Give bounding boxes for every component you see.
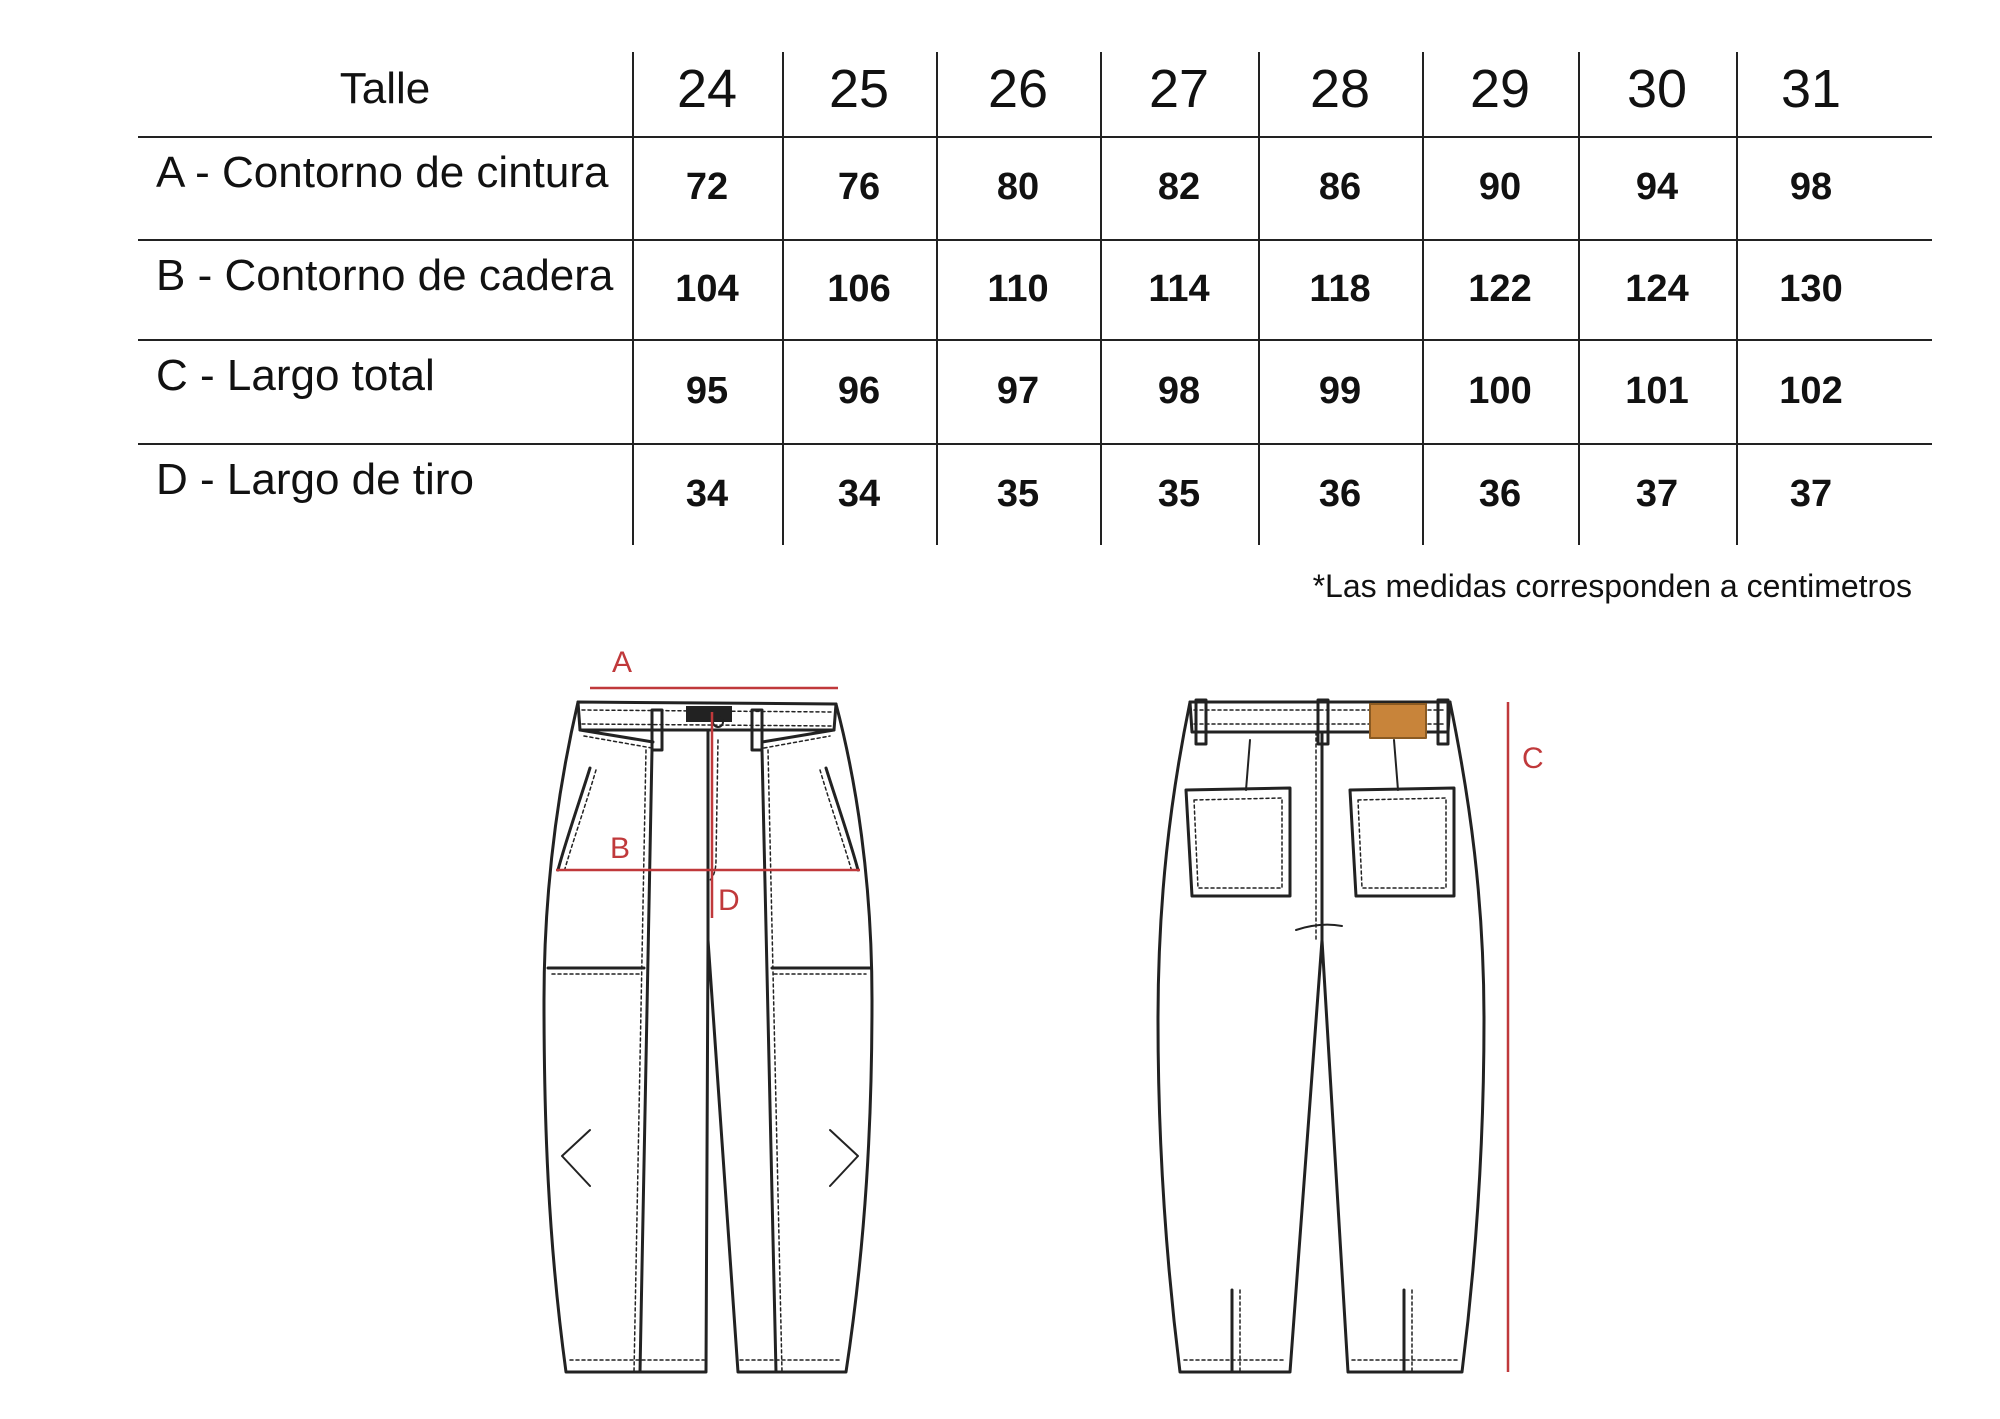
table-cell: 130 — [1779, 267, 1843, 310]
size-header-label: Talle — [339, 64, 431, 113]
table-cell: 36 — [1478, 472, 1522, 515]
table-cell: 95 — [685, 369, 729, 412]
table-cell: 34 — [837, 472, 881, 515]
table-cell: 72 — [685, 166, 729, 208]
leather-patch — [1370, 704, 1426, 738]
table-cell: 34 — [685, 472, 729, 515]
label-d: D — [718, 884, 740, 917]
size-25: 25 — [828, 59, 890, 119]
table-cell: 98 — [1157, 369, 1201, 412]
table-cell: 36 — [1318, 472, 1362, 515]
table-row — [138, 339, 1932, 443]
measure-label-waist: A - Contorno de cintura — [156, 148, 609, 197]
label-c: C — [1522, 742, 1544, 775]
table-cell: 102 — [1779, 369, 1843, 412]
table-cell: 97 — [996, 369, 1040, 412]
units-footnote: *Las medidas corresponden a centimetros — [1312, 568, 1912, 604]
table-cell: 99 — [1318, 369, 1362, 412]
size-28: 28 — [1309, 59, 1371, 119]
pants-illustration — [0, 600, 2000, 1414]
size-30: 30 — [1626, 59, 1688, 119]
table-cell: 104 — [675, 267, 739, 310]
table-row — [138, 136, 1932, 239]
table-cell: 124 — [1625, 267, 1689, 310]
pants-back-view — [1158, 700, 1484, 1372]
brand-label — [686, 706, 732, 722]
size-26: 26 — [987, 59, 1049, 119]
table-cell: 106 — [827, 267, 891, 310]
table-cell: 80 — [996, 166, 1040, 208]
back-pocket-right — [1350, 788, 1454, 896]
table-cell: 101 — [1625, 369, 1689, 412]
pants-diagram — [0, 600, 2000, 1414]
measure-label-rise: D - Largo de tiro — [156, 455, 474, 504]
table-cell: 86 — [1318, 166, 1362, 208]
table-cell: 118 — [1309, 267, 1371, 310]
table-cell: 35 — [1157, 472, 1201, 515]
table-cell: 94 — [1635, 166, 1679, 208]
table-header-row — [138, 50, 1932, 136]
measure-label-total-length: C - Largo total — [156, 351, 435, 400]
table-cell: 114 — [1148, 267, 1210, 310]
table-cell: 37 — [1635, 472, 1679, 515]
table-cell: 76 — [837, 166, 881, 208]
table-cell: 82 — [1157, 166, 1201, 208]
table-row — [138, 443, 1932, 545]
table-cell: 37 — [1789, 472, 1833, 515]
label-b: B — [610, 832, 631, 865]
size-24: 24 — [676, 59, 738, 119]
measure-label-hip: B - Contorno de cadera — [156, 251, 614, 300]
belt-loop — [1196, 700, 1206, 744]
table-cell: 122 — [1468, 267, 1532, 310]
size-29: 29 — [1469, 59, 1531, 119]
belt-loop — [1438, 700, 1448, 744]
table-cell: 96 — [837, 369, 881, 412]
size-31: 31 — [1780, 59, 1842, 119]
back-pocket-left — [1186, 788, 1290, 896]
size-table — [138, 50, 1932, 545]
table-cell: 100 — [1468, 369, 1532, 412]
size-27: 27 — [1148, 59, 1210, 119]
label-a: A — [612, 646, 633, 679]
table-cell: 98 — [1789, 166, 1833, 208]
pants-front-view — [544, 702, 872, 1372]
table-row — [138, 239, 1932, 339]
table-cell: 90 — [1478, 166, 1522, 208]
table-cell: 35 — [996, 472, 1040, 515]
table-cell: 110 — [987, 267, 1049, 310]
